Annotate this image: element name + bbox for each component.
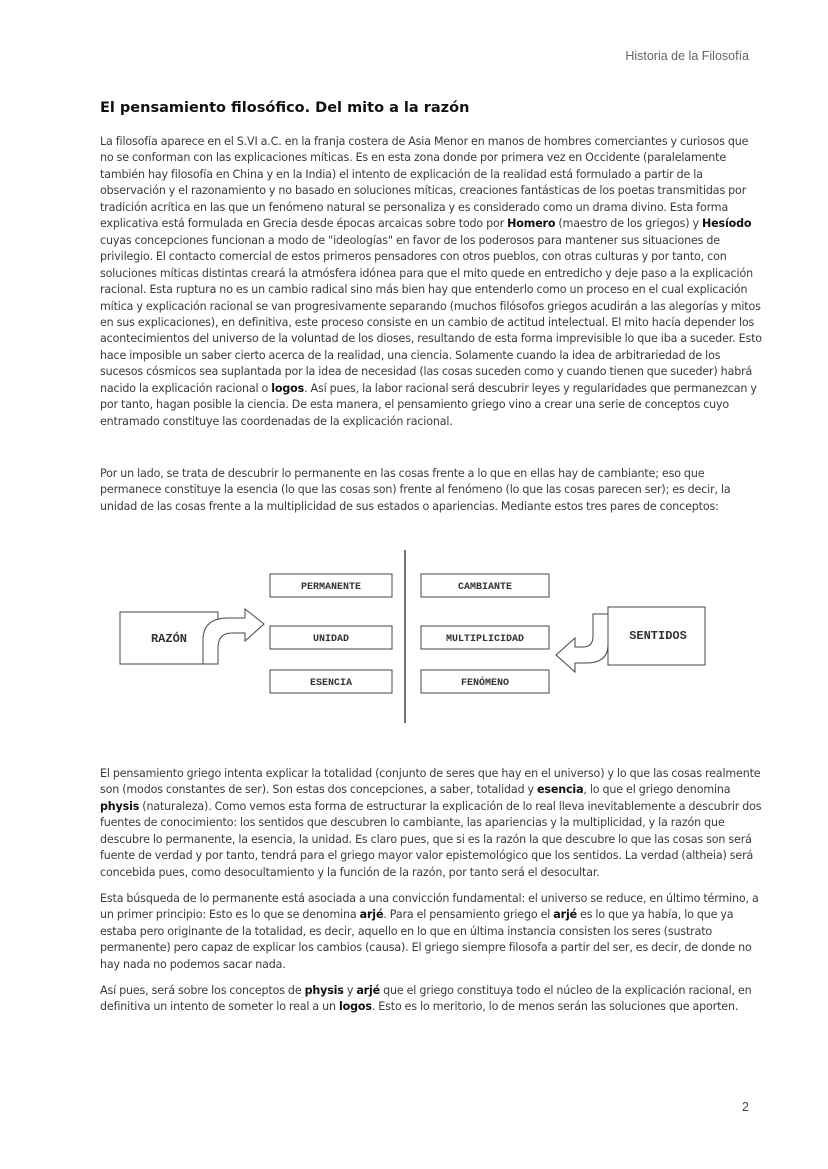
svg-text:ESENCIA: ESENCIA	[309, 678, 353, 689]
svg-text:PERMANENTE: PERMANENTE	[300, 582, 362, 593]
razon-label: RAZÓN	[150, 632, 188, 646]
sentidos-label: SENTIDOS	[629, 629, 687, 643]
page-number: 2	[742, 1100, 749, 1114]
paragraph	[100, 466, 762, 515]
text-run: (naturaleza). Como vemos esta forma de estructurar la explicación de lo real lleva inevitablemente a descubrir dos fuentes de conocimiento: los sentidos que descubren lo cambiante, las apariencias y la multiplicidad, y la razón que descubre lo permanente, la esencia, la unidad. Es claro pues, que si es la razón la que descubre lo que las cosas son será fuente de verdad y por tanto, tendrá para el griego mayor valor epistemológico que los sentidos. La verdad (altheia) será concebida pues, como desocultamiento y la función de la razón, por tanto será el desocultar.	[100, 799, 762, 879]
bold-term: esencia	[537, 783, 584, 797]
bold-term: arjé	[553, 908, 577, 922]
curved-arrow-left-icon	[556, 614, 608, 672]
text-run: Esta búsqueda de lo permanente está asociada a una convicción fundamental: el universo se reduce, en último término, a un primer principio: Esto es lo que se denomina	[100, 892, 759, 922]
concept-box-unidad	[270, 626, 392, 649]
svg-text:UNIDAD: UNIDAD	[312, 634, 350, 645]
text-run: Por un lado, se trata de descubrir lo permanente en las cosas frente a lo que en ellas hay de cambiante; eso que permanece constituye la esencia (lo que las cosas son) frente al fenómeno (lo que las cosas parecen ser); es decir, la unidad de las cosas frente a la multiplicidad de sus estados o apariencias. Mediante estos tres pares de conceptos:	[100, 467, 731, 513]
bold-term: physis	[304, 984, 344, 997]
concept-box-fenomeno	[421, 670, 549, 693]
text-run: , lo que el griego denomina	[583, 783, 731, 797]
bold-term: arjé	[359, 908, 384, 922]
svg-text:FENÓMENO: FENÓMENO	[460, 678, 510, 689]
bold-term: logos	[338, 1000, 372, 1014]
text-run: . Así pues, la labor racional será descubrir leyes y regularidades que permanezcan y por tanto, hagan posible la ciencia. De esta manera, el pensamiento griego vino a crear una serie de conceptos cuyo entramado constituye las coordenadas de la explicación racional.	[100, 381, 757, 428]
paragraph	[100, 766, 762, 881]
concepts-diagram	[0, 540, 828, 730]
text-run: El pensamiento griego intenta explicar la totalidad (conjunto de seres que hay en el universo) y lo que las cosas realmente son (modos constantes de ser). Son estas dos concepciones, a saber, totalidad y	[100, 767, 761, 797]
text-run: (maestro de los griegos) y	[555, 217, 703, 231]
concept-box-cambiante	[421, 574, 549, 597]
bold-term: Homero	[507, 217, 556, 231]
paragraph	[100, 891, 762, 973]
text-run: es lo que ya había, lo que ya estaba pero originante de la totalidad, es decir, aquello en lo que en última instancia consisten los seres (sustrato permanente) pero capaz de explicar los cambios (causa). El griego siempre filosofa a partir del ser, es decir, de donde no hay nada no podemos sacar nada.	[100, 908, 752, 971]
text-run: que el griego constituya todo el núcleo de la explicación racional, en definitiva un intento de someter lo real a un	[100, 984, 752, 1014]
text-run: Así pues, será sobre los conceptos de	[100, 984, 305, 997]
text-run: La filosofía aparece en el S.VI a.C. en la franja costera de Asia Menor en manos de hombres comerciantes y curiosos que no se conforman con las explicaciones míticas. Es en esta zona donde por primera vez en Occidente (paralelamente también hay filosofía en China y en la India) el intento de explicación de la realidad está formulado a partir de la observación y el razonamiento y no basado en soluciones míticas, creaciones fantásticas de los poetas transmitidas por tradición acrítica en las que un fenómeno natural se personaliza y es considerado como un drama divino. Esta forma explicativa está formulada en Grecia desde épocas arcaicas sobre todo por	[100, 135, 749, 231]
text-run: . Esto es lo meritorio, lo de menos serán las soluciones que aporten.	[371, 1000, 739, 1014]
bold-term: arjé	[356, 984, 381, 997]
svg-text:MULTIPLICIDAD: MULTIPLICIDAD	[445, 634, 525, 645]
paragraph	[100, 134, 762, 430]
text-run: . Para el pensamiento griego el	[383, 908, 554, 922]
text-run: cuyas concepciones funcionan a modo de "ideologías" en favor de los poderosos para mantener sus situaciones de privilegio. El contacto comercial de estos primeros pensadores con otros pueblos, con otras culturas y por tanto, con soluciones míticas distintas creará la atmósfera idónea para que el mito quede en entredicho y deje paso a la explicación racional. Esta ruptura no es un cambio radical sino más bien hay que entenderlo como un proceso en el cual explicación mítica y explicación racional se van progresivamente separando (muchos filósofos griegos acudirán a las alegorías y mitos en sus explicaciones), en definitiva, este proceso consiste en un cambio de actitud intelectual. El mito hacía depender los acontecimientos del universo de la voluntad de los dioses, resultando de esta forma imprevisible lo que iba a suceder. Esto hace imposible un saber cierto acerca de la realidad, una ciencia. Solamente cuando la idea de arbitrariedad de los sucesos cósmicos sea suplantada por la idea de necesidad (las cosas suceden como y cuando tienen que suceder) habrá nacido la explicación racional o	[100, 233, 762, 395]
concept-box-multiplicidad	[421, 626, 549, 649]
paragraph	[100, 983, 762, 1016]
bold-term: Hesíodo	[702, 217, 752, 231]
bold-term: logos	[271, 381, 305, 395]
svg-text:CAMBIANTE: CAMBIANTE	[457, 582, 513, 593]
section-title: El pensamiento filosófico. Del mito a la razón	[100, 100, 470, 116]
text-run: y	[343, 984, 357, 997]
concept-box-permanente	[270, 574, 392, 597]
bold-term: physis	[100, 799, 140, 813]
running-header: Historia de la Filosofía	[625, 49, 749, 63]
concept-box-esencia	[270, 670, 392, 693]
